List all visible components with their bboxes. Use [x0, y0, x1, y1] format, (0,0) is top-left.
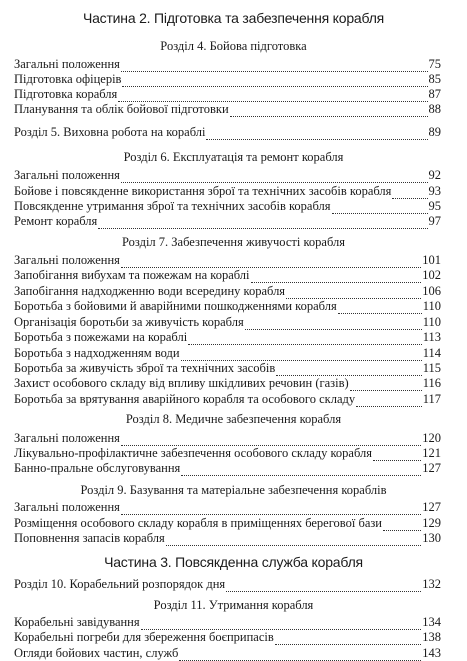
- toc-entry-page: 132: [422, 577, 441, 591]
- toc-entry-page: 134: [422, 615, 441, 629]
- dot-leader: [383, 519, 421, 531]
- toc-entry-title: Планування та облік бойової підготовки: [14, 102, 229, 116]
- toc-entry-title: Корабельні погреби для збереження боєприпасів: [14, 630, 274, 644]
- section-heading: Розділ 8. Медичне забезпечення корабля: [125, 412, 342, 426]
- toc-entry-page: 121: [422, 446, 441, 460]
- dot-leader: [350, 379, 422, 391]
- toc-entry-title: Організація боротьби за живучість корабля: [14, 315, 244, 329]
- toc-entry[interactable]: [14, 531, 441, 546]
- dot-leader: [373, 449, 421, 461]
- toc-entry-page: 106: [422, 284, 441, 298]
- toc-entry[interactable]: [14, 199, 441, 214]
- toc-entry-page: 129: [422, 516, 441, 530]
- toc-entry-title: Розділ 10. Корабельний розпорядок дня: [14, 577, 226, 591]
- section-heading: Розділ 9. Базування та матеріальне забезпечення кораблів: [80, 483, 387, 497]
- toc-entry[interactable]: [14, 346, 441, 361]
- toc-entry[interactable]: [14, 168, 441, 183]
- toc-entry-title: Лікувально-профілактичне забезпечення особового складу корабля: [14, 446, 373, 460]
- toc-entry-title: Повсякденне утримання зброї та технічних засобів корабля: [14, 199, 331, 213]
- toc-entry-page: 95: [428, 199, 441, 213]
- toc-entry[interactable]: [14, 577, 441, 592]
- toc-entry[interactable]: [14, 299, 441, 314]
- toc-entry[interactable]: [14, 392, 441, 407]
- toc-entry-page: 110: [422, 299, 441, 313]
- toc-entry[interactable]: [14, 431, 441, 446]
- dot-leader: [276, 364, 421, 376]
- toc-entry-title: Запобігання надходженню води всередину корабля: [14, 284, 286, 298]
- dot-leader: [188, 333, 422, 345]
- toc-entry-page: 93: [428, 184, 441, 198]
- dot-leader: [121, 60, 428, 72]
- toc-entry-page: 87: [428, 87, 441, 101]
- toc-entry-page: 115: [422, 361, 441, 375]
- dot-leader: [179, 649, 421, 661]
- toc-entry-page: 110: [422, 315, 441, 329]
- toc-entry-page: 116: [422, 376, 441, 390]
- toc-entry[interactable]: [14, 376, 441, 391]
- toc-entry-title: Загальні положення: [14, 168, 120, 182]
- toc-entry-title: Бойове і повсякденне використання зброї та технічних засобів корабля: [14, 184, 392, 198]
- toc-entry[interactable]: [14, 87, 441, 102]
- dot-leader: [118, 90, 427, 102]
- section-heading: Розділ 4. Бойова підготовка: [160, 39, 307, 53]
- toc-entry-page: 85: [428, 72, 441, 86]
- toc-entry[interactable]: [14, 184, 441, 199]
- toc-entry[interactable]: [14, 630, 441, 645]
- toc-entry-page: 130: [422, 531, 441, 545]
- dot-leader: [181, 464, 421, 476]
- dot-leader: [122, 75, 427, 87]
- toc-entry-page: 117: [422, 392, 441, 406]
- toc-entry-title: Банно-пральне обслуговування: [14, 461, 181, 475]
- toc-entry[interactable]: [14, 446, 441, 461]
- toc-entry[interactable]: [14, 330, 441, 345]
- toc-entry-page: 102: [422, 268, 441, 282]
- toc-entry[interactable]: [14, 516, 441, 531]
- dot-leader: [356, 395, 422, 407]
- dot-leader: [338, 302, 422, 314]
- toc-entry-title: Боротьба за врятування аварійного корабля та особового складу: [14, 392, 356, 406]
- dot-leader: [286, 287, 421, 299]
- toc-entry-title: Боротьба з бойовими й аварійними пошкодженнями корабля: [14, 299, 337, 313]
- toc-entry-page: 138: [422, 630, 441, 644]
- dot-leader: [206, 128, 427, 140]
- dot-leader: [121, 434, 421, 446]
- toc-entry-title: Загальні положення: [14, 253, 120, 267]
- toc-entry-page: 88: [428, 102, 441, 116]
- toc-entry[interactable]: [14, 646, 441, 661]
- toc-entry-page: 127: [422, 461, 441, 475]
- toc-entry[interactable]: [14, 72, 441, 87]
- toc-entry-title: Корабельні завідування: [14, 615, 140, 629]
- toc-entry-title: Загальні положення: [14, 57, 120, 71]
- toc-entry[interactable]: [14, 268, 441, 283]
- toc-entry[interactable]: [14, 125, 441, 140]
- part-heading: Частина 2. Підготовка та забезпечення корабля: [82, 10, 385, 26]
- toc-entry-title: Поповнення запасів корабля: [14, 531, 165, 545]
- toc-entry[interactable]: [14, 253, 441, 268]
- toc-entry-title: Боротьба з надходженням води: [14, 346, 180, 360]
- toc-entry-page: 114: [422, 346, 441, 360]
- toc-entry-title: Загальні положення: [14, 500, 120, 514]
- dot-leader: [392, 187, 427, 199]
- toc-entry-title: Розміщення особового складу корабля в приміщеннях берегової бази: [14, 516, 382, 530]
- toc-entry[interactable]: [14, 615, 441, 630]
- toc-entry-title: Розділ 5. Виховна робота на кораблі: [14, 125, 206, 139]
- dot-leader: [98, 217, 427, 229]
- dot-leader: [245, 318, 422, 330]
- dot-leader: [181, 349, 422, 361]
- toc-entry-page: 127: [422, 500, 441, 514]
- toc-entry-page: 120: [422, 431, 441, 445]
- toc-entry-page: 143: [422, 646, 441, 660]
- toc-entry-title: Підготовка офіцерів: [14, 72, 122, 86]
- dot-leader: [166, 534, 422, 546]
- toc-entry-title: Боротьба за живучість зброї та технічних засобів: [14, 361, 276, 375]
- part-heading: Частина 3. Повсякденна служба корабля: [104, 554, 363, 570]
- toc-entry[interactable]: [14, 214, 441, 229]
- dot-leader: [226, 580, 421, 592]
- dot-leader: [251, 271, 422, 283]
- toc-entry[interactable]: [14, 461, 441, 476]
- toc-entry-page: 97: [428, 214, 441, 228]
- toc-entry[interactable]: [14, 500, 441, 515]
- section-heading: Розділ 11. Утримання корабля: [153, 598, 314, 612]
- toc-entry-page: 89: [428, 125, 441, 139]
- toc-entry[interactable]: [14, 57, 441, 72]
- dot-leader: [332, 202, 428, 214]
- toc-entry-page: 92: [428, 168, 441, 182]
- dot-leader: [121, 171, 428, 183]
- dot-leader: [121, 503, 421, 515]
- toc-entry[interactable]: [14, 102, 441, 117]
- dot-leader: [141, 618, 422, 630]
- toc-entry-title: Загальні положення: [14, 431, 120, 445]
- toc-entry[interactable]: [14, 284, 441, 299]
- section-heading: Розділ 7. Забезпечення живучості корабля: [122, 235, 345, 249]
- toc-entry[interactable]: [14, 315, 441, 330]
- toc-entry-page: 101: [422, 253, 441, 267]
- toc-entry-title: Запобігання вибухам та пожежам на кораблі: [14, 268, 250, 282]
- toc-entry[interactable]: [14, 361, 441, 376]
- toc-entry-title: Підготовка корабля: [14, 87, 118, 101]
- toc-entry-title: Захист особового складу від впливу шкідливих речовин (газів): [14, 376, 349, 390]
- dot-leader: [275, 633, 421, 645]
- toc-entry-title: Ремонт корабля: [14, 214, 98, 228]
- toc-entry-title: Огляди бойових частин, служб: [14, 646, 179, 660]
- dot-leader: [230, 105, 428, 117]
- toc-entry-title: Боротьба з пожежами на кораблі: [14, 330, 188, 344]
- toc-entry-page: 113: [422, 330, 441, 344]
- dot-leader: [121, 256, 421, 268]
- toc-entry-page: 75: [428, 57, 441, 71]
- section-heading: Розділ 6. Експлуатація та ремонт корабля: [123, 150, 344, 164]
